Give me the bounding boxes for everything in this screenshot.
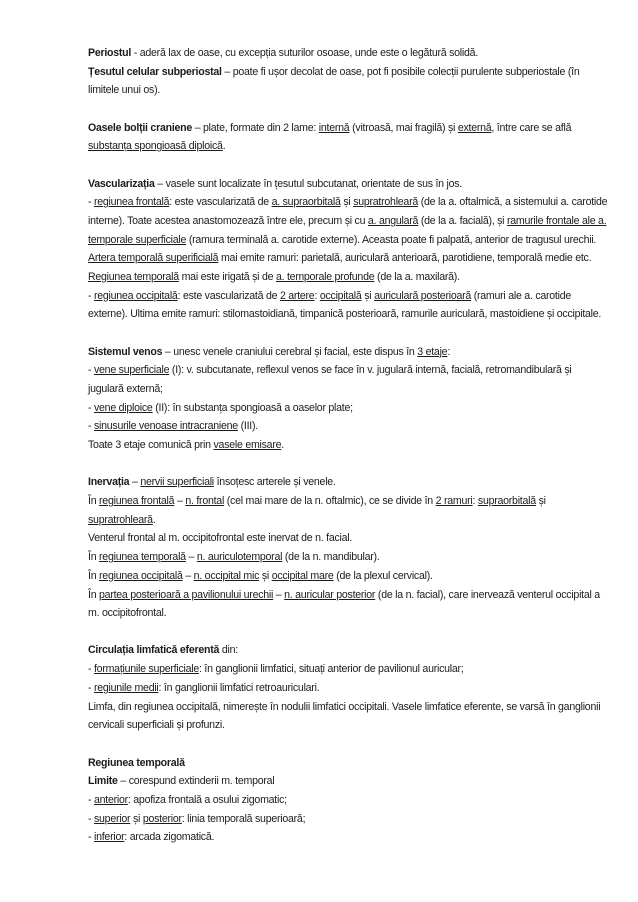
dash: -: [88, 401, 94, 414]
term: Țesutul celular subperiostal: [88, 65, 222, 78]
term: Sistemul venos: [88, 345, 163, 358]
underlined-term: occipital mare: [271, 569, 334, 582]
text: .: [222, 140, 226, 153]
inerv-frontala: [88, 492, 608, 529]
text: În: [88, 588, 100, 601]
vasc-intro: [88, 175, 608, 194]
text: însoțesc arterele și venele.: [213, 476, 336, 489]
text: (III).: [237, 420, 258, 433]
text: : în ganglionii limfatici, situați anterior de pavilionul auricular;: [199, 663, 464, 676]
inerv-temporala: [88, 548, 608, 567]
underlined-term: formațiunile superficiale: [93, 663, 200, 676]
text: și: [340, 196, 354, 209]
term: Inervația: [88, 476, 130, 489]
vasc-regiunea-temporala: [88, 268, 608, 287]
underlined-term: n. auricular posterior: [284, 588, 376, 601]
dash: -: [88, 663, 94, 676]
oase-paragraph: [88, 119, 608, 156]
limite-list-item: [88, 791, 608, 810]
dash: -: [88, 681, 94, 694]
text: (vitroasă, mai fragilă) și: [349, 121, 458, 134]
underlined-term: sinusurile venoase intracraniene: [93, 420, 238, 433]
text: (II): în substanța spongioasă a oaselor plate;: [152, 401, 353, 414]
tesut-paragraph: [88, 63, 608, 100]
text: și: [535, 495, 546, 508]
underlined-term: auriculară posterioară: [374, 289, 472, 302]
text: : apofiza frontală a osului zigomatic;: [127, 793, 287, 806]
text: : linia temporală superioară;: [181, 812, 306, 825]
text: : este vascularizată de: [177, 289, 280, 302]
text: : este vascularizată de: [169, 196, 272, 209]
limite-list-item: [88, 810, 608, 829]
inerv-occipitala: [88, 567, 608, 586]
text: – corespund extinderii m. temporal: [117, 775, 275, 788]
text: În: [88, 569, 100, 582]
underlined-term: regiunea temporală: [99, 551, 186, 564]
underlined-term: Artera temporală superificială: [88, 252, 219, 265]
text: :: [314, 289, 320, 302]
text: – unesc venele craniului cerebral și facial, este dispus în: [162, 345, 418, 358]
underlined-term: n. auriculotemporal: [196, 551, 283, 564]
underlined-term: externă: [457, 121, 492, 134]
text: :: [472, 495, 478, 508]
text: Toate 3 etaje comunică prin: [88, 439, 214, 452]
inerv-intro: [88, 473, 608, 492]
text: mai este irigată și de: [178, 271, 276, 284]
venos-list-item: [88, 399, 608, 418]
limf-intro: [88, 641, 608, 660]
text: (cel mai mare de la n. oftalmic), ce se divide în: [224, 495, 436, 508]
text: - aderă lax de oase, cu excepția suturilor osoase, unde este o legătură solidă.: [131, 47, 478, 59]
underlined-term: 3 etaje: [417, 345, 448, 358]
limf-list-item: [88, 679, 608, 698]
text: , între care se află: [491, 121, 572, 134]
limf-summary: Limfa, din regiunea occipitală, nimerește în nodulii limfatici occipitali. Vasele limfatice eferente, se varsă în ganglionii cervicali superficiali și profunzi.: [88, 700, 601, 732]
text: (ramura terminală a. carotide externe). Aceasta poate fi palpată, anterior de tragusul urechii.: [186, 233, 597, 246]
text: și: [361, 289, 375, 302]
underlined-term: 2 artere: [279, 289, 315, 302]
underlined-term: regiunea frontală: [93, 196, 170, 209]
underlined-term: ramurile frontale ale a. temporale superficiale: [88, 214, 607, 246]
periost-paragraph: [88, 44, 608, 63]
text: În: [88, 495, 100, 508]
term: Circulația limfatică eferentă: [88, 644, 220, 657]
underlined-term: partea posterioară a pavilionului urechii: [99, 588, 274, 601]
text: : arcada zigomatică.: [124, 831, 215, 844]
section-heading: Regiunea temporală: [88, 756, 185, 769]
underlined-term: nervii superficiali: [140, 476, 214, 489]
text: (I): v. subcutanate, reflexul venos se face în v. jugulară internă, facială, retromandibulară și jugulară externă;: [88, 364, 572, 396]
text: .: [281, 439, 284, 452]
limf-list-item: [88, 660, 608, 679]
text: – plate, formate din 2 lame:: [192, 121, 319, 134]
underlined-term: posterior: [142, 812, 182, 825]
underlined-term: internă: [318, 121, 350, 134]
dash: -: [88, 793, 94, 806]
vasc-frontal: [88, 193, 608, 249]
venos-intro: [88, 343, 608, 362]
venos-list-item: [88, 361, 608, 398]
underlined-term: n. frontal: [185, 495, 225, 508]
text: (ramuri ale a. carotide externe). Ultima emite ramuri: stilomastoidiană, timpanică posterioară, ramurile auriculară, mastoidiene și occipitale.: [88, 289, 602, 321]
underlined-term: vene superficiale: [93, 364, 170, 377]
text: – vasele sunt localizate în țesutul subcutanat, orientate de sus în jos.: [154, 177, 463, 190]
underlined-term: supratrohleară: [88, 513, 153, 526]
text: (de la a. oftalmică, a sistemului a. carotide interne). Toate acestea anastomozează între ele, precum și cu: [88, 196, 608, 227]
dash: -: [88, 289, 94, 302]
text: (de la a. facială), și: [418, 214, 507, 227]
term: Limite: [88, 775, 118, 788]
limite-list-item: [88, 828, 608, 847]
text: (de la a. maxilară).: [374, 271, 460, 284]
text: și: [130, 812, 143, 825]
dash: -: [88, 364, 94, 377]
underlined-term: vasele emisare: [213, 439, 282, 452]
limite-intro: [88, 772, 608, 791]
underlined-term: supraorbitală: [477, 495, 536, 508]
underlined-term: regiunile medii: [93, 681, 159, 694]
inerv-venter-frontal: Venterul frontal al m. occipitofrontal este inervat de n. facial.: [88, 532, 353, 545]
underlined-term: occipitală: [319, 289, 362, 302]
term: Periostul: [88, 47, 132, 59]
text: : în ganglionii limfatici retroauriculari.: [158, 681, 320, 694]
vasc-occipitala: [88, 287, 608, 324]
underlined-term: superior: [93, 812, 131, 825]
underlined-term: a. supraorbitală: [271, 196, 341, 209]
underlined-term: regiunea occipitală: [99, 569, 183, 582]
text: În: [88, 551, 100, 564]
text: (de la n. facial), care inervează venterul occipital a m. occipitofrontal.: [88, 588, 600, 620]
text: – poate fi ușor decolat de oase, pot fi posibile colecții purulente subperiostale (în limitele unui os).: [88, 65, 580, 97]
text: –: [182, 569, 194, 582]
text: –: [129, 476, 141, 489]
underlined-term: substanța spongioasă diploică: [88, 140, 223, 153]
dash: -: [88, 420, 94, 433]
text: –: [174, 495, 186, 508]
text: și: [259, 569, 272, 582]
underlined-term: a. temporale profunde: [275, 271, 375, 284]
text: –: [185, 551, 197, 564]
underlined-term: n. occipital mic: [193, 569, 260, 582]
term: Oasele bolții craniene: [88, 121, 193, 134]
term: Vascularizația: [88, 177, 155, 190]
document-page: [88, 44, 608, 847]
inerv-pavilion: [88, 586, 608, 623]
text: (de la plexul cervical).: [333, 569, 433, 582]
underlined-term: regiunea frontală: [99, 495, 175, 508]
dash: -: [88, 812, 94, 825]
underlined-term: a. angulară: [367, 214, 419, 227]
underlined-term: inferior: [93, 831, 125, 844]
underlined-term: anterior: [93, 793, 128, 806]
vasc-artera-temporala: [88, 249, 608, 268]
text: –: [273, 588, 285, 601]
text: .: [152, 513, 156, 526]
dash: -: [88, 831, 94, 844]
underlined-term: 2 ramuri: [435, 495, 473, 508]
underlined-term: Regiunea temporală: [88, 271, 179, 284]
underlined-term: regiunea occipitală: [93, 289, 178, 302]
text: mai emite ramuri: parietală, auriculară anterioară, parotidiene, temporală medie etc.: [218, 252, 592, 265]
venos-summary: [88, 436, 608, 455]
venos-list-item: [88, 417, 608, 436]
underlined-term: vene diploice: [93, 401, 153, 414]
text: (de la n. mandibular).: [282, 551, 380, 564]
dash: -: [88, 196, 94, 209]
text: din:: [219, 644, 238, 657]
underlined-term: supratrohleară: [353, 196, 418, 209]
text: :: [447, 345, 451, 358]
